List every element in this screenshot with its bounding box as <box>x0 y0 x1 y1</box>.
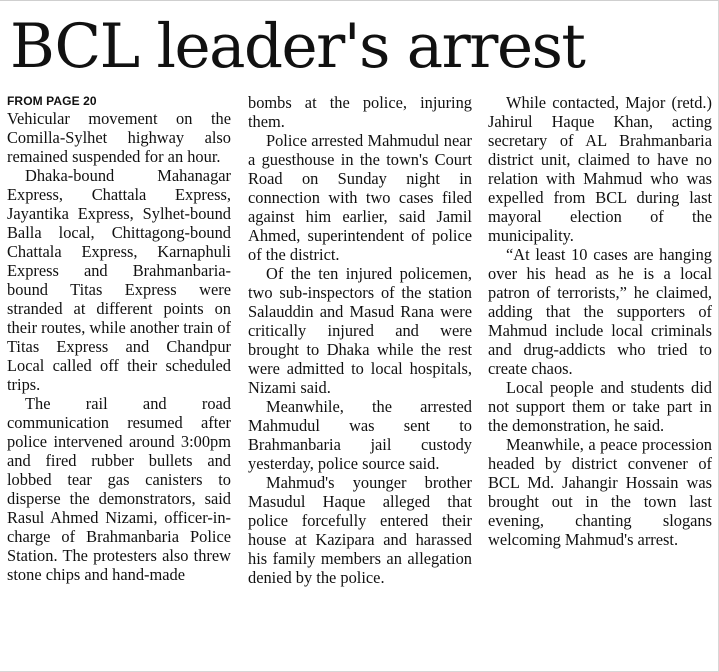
paragraph: Of the ten injured policemen, two sub-inspectors of the station Salauddin and Masud Rana were critically injured and were brought to Dhaka while the rest were admitted to local hospitals, Nizami said. <box>248 264 472 397</box>
paragraph: bombs at the police, injuring them. <box>248 93 472 131</box>
article-column-1 <box>7 93 231 584</box>
paragraph: The rail and road communication resumed after police intervened around 3:00pm and fired rubber bullets and lobbed tear gas canisters to disperse the demonstrators, said Rasul Ahmed Nizami, officer-in-charge of Brahmanbaria Police Station. The protesters also threw stone chips and hand-made <box>7 394 231 584</box>
paragraph: Meanwhile, the arrested Mahmudul was sent to Brahmanbaria jail custody yesterday, police source said. <box>248 397 472 473</box>
headline: BCL leader's arrest <box>10 11 585 82</box>
paragraph: Meanwhile, a peace procession headed by district convener of BCL Md. Jahangir Hossain was brought out in the town last evening, chanting slogans welcoming Mahmud's arrest. <box>488 435 712 549</box>
paragraph: Police arrested Mahmudul near a guesthouse in the town's Court Road on Sunday night in connection with two cases filed against him earlier, said Jamil Ahmed, superintendent of police of the district. <box>248 131 472 264</box>
continued-from-label: FROM PAGE 20 <box>7 94 97 108</box>
paragraph: Vehicular movement on the Comilla-Sylhet highway also remained suspended for an hour. <box>7 109 231 166</box>
paragraph: “At least 10 cases are hanging over his head as he is a local patron of terrorists,” he claimed, adding that the supporters of Mahmud include local criminals and drug-addicts who tried to create chaos. <box>488 245 712 378</box>
paragraph: Local people and students did not support them or take part in the demonstration, he said. <box>488 378 712 435</box>
paragraph: Dhaka-bound Mahanagar Express, Chattala Express, Jayantika Express, Sylhet-bound Balla local, Chittagong-bound Chattala Express, Karnaphuli Express and Brahmanbaria- bound Titas Express were stranded at different points on their routes, while another train of Titas Express and Chandpur Local called off their scheduled trips. <box>7 166 231 394</box>
paragraph: While contacted, Major (retd.) Jahirul Haque Khan, acting secretary of AL Brahmanbaria district unit, claimed to have no relation with Mahmud who was expelled from BCL during last mayoral election of the municipality. <box>488 93 712 245</box>
article-column-3 <box>488 93 712 549</box>
article-column-2 <box>248 93 472 587</box>
paragraph: Mahmud's younger brother Masudul Haque alleged that police forcefully entered their house at Kazipara and harassed his family members an allegation denied by the police. <box>248 473 472 587</box>
